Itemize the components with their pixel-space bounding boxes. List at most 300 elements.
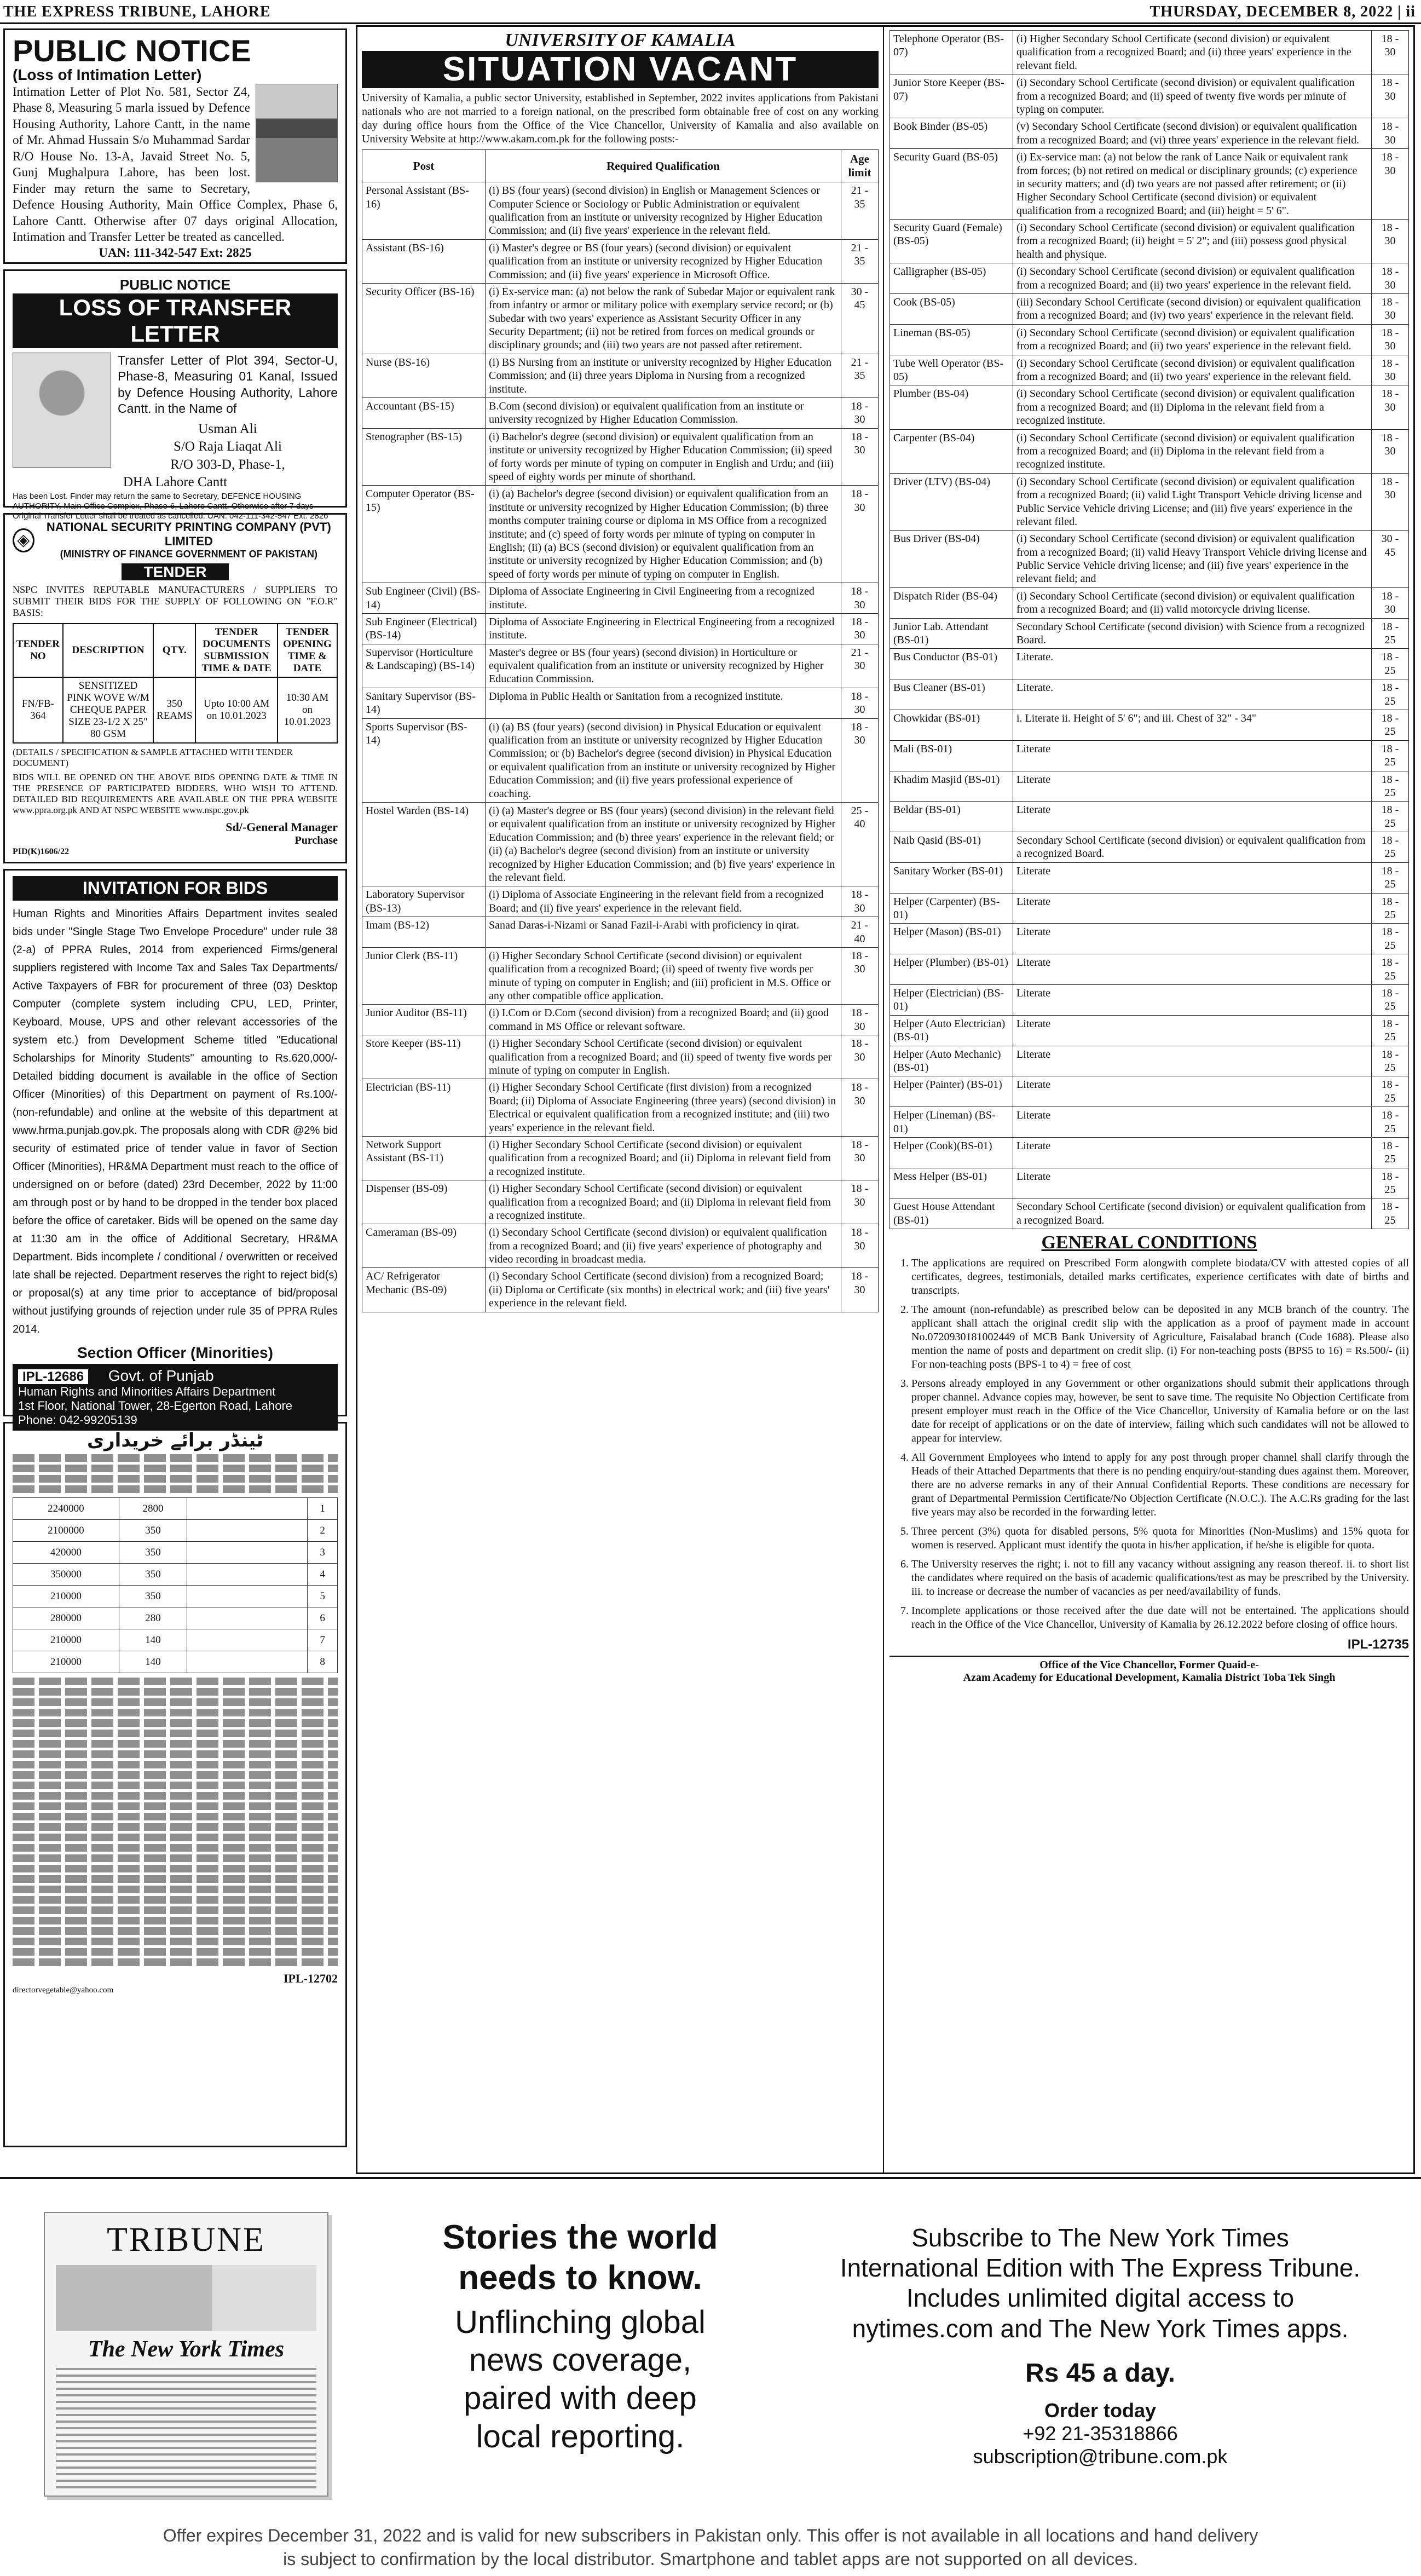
- table-row: [362, 1079, 879, 1137]
- post-cell: Tube Well Operator (BS-05): [890, 355, 1013, 385]
- name-line: DHA Lahore Cantt: [123, 475, 228, 490]
- table-row: [890, 1046, 1409, 1076]
- post-cell: Bus Cleaner (BS-01): [890, 679, 1013, 710]
- qualification-cell: (i) Higher Secondary School Certificate (first division) from a recognized Board; (ii) Diploma of Associate Engineering (three years) (second division) in Electrical or equivalent qualification from a recognized institute; and (iii) two years' experience in the relevant field.: [486, 1079, 841, 1137]
- urdu-qty: 350: [119, 1586, 187, 1607]
- promo-phone[interactable]: +92 21-35318866: [1023, 2422, 1178, 2445]
- urdu-qty: 350: [119, 1520, 187, 1542]
- table-row: [362, 802, 879, 886]
- nsp-sign: Sd/-General Manager: [226, 820, 338, 834]
- uok-col-left: [357, 27, 884, 2172]
- post-cell: Sub Engineer (Civil) (BS-14): [362, 583, 486, 614]
- urdu-qty: 280: [119, 1607, 187, 1629]
- urdu-tender: [3, 1422, 347, 2147]
- uok-ad: [356, 25, 1415, 2174]
- post-cell: Helper (Cook)(BS-01): [890, 1137, 1013, 1168]
- age-cell: 18 - 25: [1372, 924, 1409, 954]
- notice2-kicker: PUBLIC NOTICE: [119, 276, 231, 293]
- table-row: [362, 613, 879, 644]
- urdu-item: [187, 1498, 308, 1520]
- table-row: [890, 893, 1409, 924]
- bids-address: 1st Floor, National Tower, 28-Egerton Road, Lahore: [18, 1399, 293, 1413]
- post-cell: Dispenser (BS-09): [362, 1180, 486, 1224]
- post-cell: Bus Driver (BS-04): [890, 531, 1013, 588]
- table-row: [13, 1629, 338, 1651]
- urdu-email: directorvegetable@yahoo.com: [13, 1986, 114, 1995]
- qualification-cell: Literate: [1013, 862, 1372, 893]
- notice-subtitle: (Loss of Intimation Letter): [13, 66, 202, 83]
- table-row: [362, 947, 879, 1005]
- urdu-qty: 2800: [119, 1498, 187, 1520]
- qualification-cell: (i) Higher Secondary School Certificate (second division) or equivalent qualification from a recognized Board; and (ii) Diploma in relevant field from a recognized institute.: [486, 1136, 841, 1180]
- age-cell: 21 - 40: [841, 917, 879, 948]
- urdu-amount: 420000: [13, 1542, 119, 1564]
- nsp-tender: [3, 513, 347, 863]
- mock-masthead-tribune: TRIBUNE: [107, 2221, 265, 2258]
- qualification-cell: Literate: [1013, 985, 1372, 1016]
- promo-offer-block: [810, 2223, 1390, 2468]
- age-cell: 18 - 25: [1372, 1198, 1409, 1229]
- age-cell: 18 - 25: [1372, 679, 1409, 710]
- qualification-cell: (i) Higher Secondary School Certificate (second division) or equivalent qualification from a recognized Board; and (ii) Diploma in relevant field from a recognized institute.: [486, 1180, 841, 1224]
- post-cell: Bus Conductor (BS-01): [890, 649, 1013, 679]
- post-cell: Beldar (BS-01): [890, 802, 1013, 832]
- post-cell: Electrician (BS-11): [362, 1079, 486, 1137]
- age-cell: 18 - 30: [1372, 294, 1409, 325]
- urdu-amount: 210000: [13, 1629, 119, 1651]
- condition-item: 4. All Government Employees who intend to apply for any post through proper channel shall clarify through the Heads of their Attached Departments that there is no pending enquiry/out-standing dues against them. Moreover, there are no adverse remarks in any of their Annual Confidential Reports. These conditions are necessary for grant of Departmental Permission Certificate/No Objection Certificate (N.O.C.). The A.C.Rs grading for the last five years may also be recorded in the forwarding letter.: [911, 1451, 1409, 1519]
- table-row: [13, 1586, 338, 1607]
- age-cell: 18 - 30: [841, 718, 879, 802]
- post-cell: Imam (BS-12): [362, 917, 486, 948]
- post-cell: Nurse (BS-16): [362, 354, 486, 397]
- age-cell: 18 - 30: [1372, 473, 1409, 531]
- post-cell: Helper (Auto Electrician)(BS-01): [890, 1015, 1013, 1046]
- table-row: [13, 1564, 338, 1586]
- urdu-item: [187, 1607, 308, 1629]
- table-row: [362, 283, 879, 354]
- post-cell: Hostel Warden (BS-14): [362, 802, 486, 886]
- bids-dept: Human Rights and Minorities Affairs Department: [18, 1385, 276, 1398]
- age-cell: 18 - 25: [1372, 802, 1409, 832]
- urdu-table: [13, 1497, 338, 1673]
- notice-title: PUBLIC NOTICE: [13, 33, 251, 68]
- qualification-cell: (i) Secondary School Certificate (second division) or equivalent qualification from a recognized Board; and (ii) Diploma in the relevant field from a recognized institute.: [1013, 429, 1372, 473]
- table-row: [890, 771, 1409, 802]
- age-cell: 18 - 25: [1372, 740, 1409, 771]
- age-cell: 18 - 25: [1372, 1107, 1409, 1138]
- left-column: [0, 25, 350, 2174]
- table-row: [890, 149, 1409, 220]
- qualification-cell: (i) Bachelor's degree (second division) or equivalent qualification from an institute or university recognized by Higher Education Commission; (ii) speed of forty words per minute of typing on computer in English and Urdu; and (iii) speed of eighty words per minute of shorthand.: [486, 428, 841, 486]
- qualification-cell: (i) Secondary School Certificate (second division) or equivalent qualification from a recognized Board; and (ii) speed of twenty five words per minute of typing on computer.: [1013, 74, 1372, 118]
- table-row: [362, 644, 879, 688]
- promo-email[interactable]: subscription@tribune.com.pk: [973, 2445, 1228, 2468]
- post-cell: Junior Clerk (BS-11): [362, 947, 486, 1005]
- qualification-cell: Literate: [1013, 802, 1372, 832]
- portrait-photo: [13, 353, 111, 468]
- post-cell: Naib Qasid (BS-01): [890, 832, 1013, 863]
- age-cell: 18 - 25: [1372, 893, 1409, 924]
- qualification-cell: (i) (a) Master's degree or BS (four years) (second division) in the relevant field or equivalent qualification from an institute or university recognized by Higher Education Commission; and (b) three years' experience in the relevant field; or (ii) (a) Bachelor's degree (second division) from an institute or university recognized by Higher Education Commission; and (b) five years' experience in the relevant field.: [486, 802, 841, 886]
- paper-name: THE EXPRESS TRIBUNE, LAHORE: [3, 3, 271, 20]
- age-cell: 18 - 30: [1372, 385, 1409, 429]
- post-cell: Laboratory Supervisor (BS-13): [362, 886, 486, 917]
- promo-order: Order today: [1044, 2399, 1157, 2422]
- post-cell: Helper (Painter) (BS-01): [890, 1076, 1013, 1107]
- qualification-cell: (i) Secondary School Certificate (second division) or equivalent qualification from a recognized Board; and (ii) two years' experience in the relevant field.: [1013, 263, 1372, 294]
- bids-ipl: IPL-12686: [18, 1369, 88, 1384]
- table-row: [362, 1136, 879, 1180]
- post-cell: Guest House Attendant (BS-01): [890, 1198, 1013, 1229]
- qualification-cell: Secondary School Certificate (second division) or equivalent qualification from a recognized Board.: [1013, 832, 1372, 863]
- promo-s4: local reporting.: [476, 2418, 685, 2454]
- cell-description: SENSITIZED PINK WOVE W/M CHEQUE PAPER SIZE 23-1/2 X 25" 80 GSM: [63, 677, 154, 743]
- nsp-pid: PID(K)1606/22: [13, 847, 70, 856]
- gc-title: GENERAL CONDITIONS: [1041, 1232, 1257, 1253]
- post-cell: Lineman (BS-05): [890, 324, 1013, 355]
- table-row: [362, 398, 879, 429]
- table-row: [890, 118, 1409, 149]
- table-row: [890, 1168, 1409, 1198]
- promo-r2: International Edition with The Express Tribune.: [840, 2254, 1361, 2283]
- age-cell: 18 - 30: [1372, 429, 1409, 473]
- qualification-cell: Literate: [1013, 1046, 1372, 1076]
- age-cell: 18 - 25: [1372, 771, 1409, 802]
- urdu-serial: 6: [308, 1607, 338, 1629]
- urdu-ipl: IPL-12702: [284, 1972, 338, 1985]
- promo-headline-block: [383, 2217, 777, 2456]
- newspaper-mockup: [44, 2212, 328, 2497]
- post-cell: Calligrapher (BS-05): [890, 263, 1013, 294]
- invitation-for-bids: [3, 869, 347, 1427]
- qualification-cell: Secondary School Certificate (second division) with Science from a recognized Board.: [1013, 618, 1372, 649]
- post-cell: Sanitary Supervisor (BS-14): [362, 688, 486, 718]
- post-cell: Mess Helper (BS-01): [890, 1168, 1013, 1198]
- table-row: [362, 239, 879, 283]
- uok-university: UNIVERSITY OF KAMALIA: [505, 30, 736, 50]
- issue-date: THURSDAY, DECEMBER 8, 2022 | ii: [1149, 3, 1416, 20]
- post-cell: Junior Store Keeper (BS-07): [890, 74, 1013, 118]
- qualification-cell: (i) Secondary School Certificate (second division) or equivalent qualification from a recognized Board; and (ii) five years' experience of photography and video recording in broadcast media.: [486, 1224, 841, 1268]
- nsp-ministry: (MINISTRY OF FINANCE GOVERNMENT OF PAKISTAN): [60, 549, 318, 560]
- table-row: [362, 1005, 879, 1035]
- table-row: [890, 862, 1409, 893]
- qualification-cell: (i) Secondary School Certificate (second division) or equivalent qualification from a recognized Board; and (ii) two years' experience in the relevant field.: [1013, 324, 1372, 355]
- post-cell: Carpenter (BS-04): [890, 429, 1013, 473]
- qualification-cell: (i) Secondary School Certificate (second division) or equivalent qualification from a recognized Board; and (ii) Diploma in the relevant field from a recognized institute.: [1013, 385, 1372, 429]
- table-row: [13, 1607, 338, 1629]
- notice-uan: UAN: 111-342-547 Ext: 2825: [99, 246, 252, 260]
- qualification-cell: (iii) Secondary School Certificate (second division) or equivalent qualification from a recognized Board; and (iv) two years' experience in the relevant field.: [1013, 294, 1372, 325]
- age-cell: 21 - 35: [841, 239, 879, 283]
- urdu-serial: 3: [308, 1542, 338, 1564]
- notice2-title: LOSS OF TRANSFER LETTER: [13, 293, 338, 348]
- post-cell: Stenographer (BS-15): [362, 428, 486, 486]
- post-cell: Helper (Electrician) (BS-01): [890, 985, 1013, 1016]
- table-row: [362, 1035, 879, 1079]
- post-cell: Driver (LTV) (BS-04): [890, 473, 1013, 531]
- table-row: [890, 1015, 1409, 1046]
- qualification-cell: (i) Secondary School Certificate (second division) or equivalent qualification from a recognized Board; (ii) height = 5' 2"; and (iii) possess good physical health and physique.: [1013, 220, 1372, 263]
- table-row: [890, 429, 1409, 473]
- age-cell: 18 - 25: [1372, 1046, 1409, 1076]
- promo-fineprint: [0, 2524, 1421, 2571]
- urdu-qty: 350: [119, 1564, 187, 1586]
- age-cell: 18 - 30: [1372, 220, 1409, 263]
- qualification-cell: Literate.: [1013, 679, 1372, 710]
- table-row: [890, 294, 1409, 325]
- table-row: [890, 679, 1409, 710]
- col-tender-no: TENDER NO: [13, 624, 63, 677]
- table-header-row: [13, 624, 337, 677]
- urdu-amount: 2100000: [13, 1520, 119, 1542]
- table-row: [890, 263, 1409, 294]
- table-row: [890, 802, 1409, 832]
- qualification-cell: Master's degree or BS (four years) (second division) in Horticulture or equivalent qualification from an institute or university recognized by Higher Education Commission.: [486, 644, 841, 688]
- bids-contact-block: [13, 1364, 338, 1431]
- urdu-item: [187, 1520, 308, 1542]
- qualification-cell: Secondary School Certificate (second division) or equivalent qualification from a recognized Board.: [1013, 1198, 1372, 1229]
- uok-footer-2: Azam Academy for Educational Development, Kamalia District Toba Tek Singh: [963, 1672, 1336, 1684]
- table-row: [890, 587, 1409, 618]
- urdu-item: [187, 1542, 308, 1564]
- col-description: DESCRIPTION: [63, 624, 154, 677]
- age-cell: 21 - 35: [841, 354, 879, 397]
- table-row: [362, 428, 879, 486]
- urdu-title: ٹینڈر برائے خریداری: [86, 1430, 264, 1451]
- qualification-cell: Diploma of Associate Engineering in Civil Engineering from a recognized institute.: [486, 583, 841, 614]
- qualification-cell: Literate: [1013, 771, 1372, 802]
- qualification-cell: Literate.: [1013, 649, 1372, 679]
- table-row: [890, 74, 1409, 118]
- age-cell: 18 - 25: [1372, 1168, 1409, 1198]
- notice-loss-transfer: [3, 269, 347, 521]
- fineprint-line: is subject to confirmation by the local distributor. Smartphone and tablet apps are not supported on all devices.: [283, 2549, 1138, 2569]
- post-cell: Khadim Masjid (BS-01): [890, 771, 1013, 802]
- post-cell: Helper (Lineman) (BS-01): [890, 1107, 1013, 1138]
- col-opening: TENDER OPENING TIME & DATE: [278, 624, 337, 677]
- qualification-cell: (i) I.Com or D.Com (second division) from a recognized Board; and (ii) good command in MS Office or relevant software.: [486, 1005, 841, 1035]
- age-cell: 18 - 25: [1372, 649, 1409, 679]
- age-cell: 18 - 30: [841, 1224, 879, 1268]
- urdu-item: [187, 1629, 308, 1651]
- age-cell: 18 - 30: [841, 1035, 879, 1079]
- name-line: R/O 303-D, Phase-1,: [170, 457, 285, 472]
- cell-tender-no: FN/FB-364: [13, 677, 63, 743]
- nsp-sign-dept: Purchase: [294, 834, 338, 846]
- age-cell: 18 - 30: [841, 1136, 879, 1180]
- table-row: [13, 1542, 338, 1564]
- age-cell: 18 - 30: [841, 1005, 879, 1035]
- qualification-cell: B.Com (second division) or equivalent qualification from an institute or university recognized by Higher Education Commission.: [486, 398, 841, 429]
- post-cell: Junior Lab. Attendant (BS-01): [890, 618, 1013, 649]
- qualification-cell: (i) Master's degree or BS (four years) (second division) or equivalent qualification from an institute or university recognized by Higher Education Commission; and (ii) five years' experience in Microsoft Office.: [486, 239, 841, 283]
- table-row: [890, 649, 1409, 679]
- nspc-logo-icon: ◈: [13, 528, 34, 552]
- table-row: [362, 354, 879, 397]
- post-cell: Network Support Assistant (BS-11): [362, 1136, 486, 1180]
- table-row: [13, 1498, 338, 1520]
- qualification-cell: (i) Ex-service man: (a) not below the rank of Lance Naik or equivalent rank from forces; (b) not retired on medical or disciplinary grounds; (c) experience in security matters; and (d) two years are not passed after retirement; or (ii) Higher Secondary School Certificate (second division) or equivalent qualification from a recognized Board; and (iii) height = 5' 6".: [1013, 149, 1372, 220]
- uok-footer-1: Office of the Vice Chancellor, Former Quaid-e-: [889, 1656, 1409, 1672]
- notice-body: Intimation Letter of Plot No. 581, Sector Z4, Phase 8, Measuring 5 marla issued by Defence Housing Authority, Lahore Cantt, in the name of Mr. Ahmad Hussain S/o Muhammad Sardar R/O House No. 13-A, Javaid Street No. 5, Gunj Mughalpura Lahore, has been lost. Finder may return the same to Secretary, Defence Housing Authority, Main Office Complex, Phase 6, Lahore Cantt. Otherwise after 07 days original Allocation, Intimation and Transfer Letter be treated as cancelled.: [13, 85, 338, 244]
- post-cell: Sanitary Worker (BS-01): [890, 862, 1013, 893]
- name-line: S/O Raja Liaqat Ali: [174, 439, 282, 454]
- tender-label: TENDER: [122, 563, 228, 580]
- table-row: [890, 220, 1409, 263]
- qualification-cell: (i) Higher Secondary School Certificate (second division) or equivalent qualification from a recognized Board; (ii) speed of twenty five words per minute of typing on computer in English; and (iii) proficient in M.S. Office or any other compatible office application.: [486, 947, 841, 1005]
- col-age: Age limit: [841, 150, 879, 182]
- cell-qty: 350 REAMS: [153, 677, 195, 743]
- table-row: [362, 583, 879, 614]
- promo-price: Rs 45 a day.: [1025, 2358, 1175, 2388]
- page-header: [0, 0, 1421, 24]
- table-row: [890, 832, 1409, 863]
- age-cell: 18 - 25: [1372, 618, 1409, 649]
- post-cell: Cook (BS-05): [890, 294, 1013, 325]
- table-row: [890, 618, 1409, 649]
- table-row: [890, 324, 1409, 355]
- cell-submission: Upto 10:00 AM on 10.01.2023: [195, 677, 278, 743]
- age-cell: 18 - 30: [841, 688, 879, 718]
- table-row: [890, 531, 1409, 588]
- promo-h1: Stories the world: [442, 2218, 718, 2256]
- mock-masthead-nyt: The New York Times: [88, 2337, 285, 2362]
- urdu-serial: 5: [308, 1586, 338, 1607]
- qualification-cell: i. Literate ii. Height of 5' 6"; and iii. Chest of 32" - 34": [1013, 710, 1372, 740]
- table-row: [362, 1180, 879, 1224]
- name-line: Usman Ali: [198, 421, 257, 436]
- gc-list: [889, 1257, 1409, 1632]
- post-cell: Assistant (BS-16): [362, 239, 486, 283]
- age-cell: 18 - 30: [1372, 324, 1409, 355]
- age-cell: 18 - 30: [841, 486, 879, 583]
- post-cell: Helper (Auto Mechanic)(BS-01): [890, 1046, 1013, 1076]
- nsp-intro: NSPC INVITES REPUTABLE MANUFACTURERS / SUPPLIERS TO SUBMIT THEIR BIDS FOR THE SUPPLY OF FOLLOWING ON "F.O.R" BASIS:: [13, 584, 338, 618]
- urdu-serial: 7: [308, 1629, 338, 1651]
- age-cell: 18 - 30: [1372, 149, 1409, 220]
- condition-item: 5. Three percent (3%) quota for disabled persons, 5% quota for Minorities (Non-Muslims) and 15% quota for women is reserved. Applicant must identify the quota in his/her application, if he/she is eligible for quota.: [911, 1525, 1409, 1552]
- post-cell: Telephone Operator (BS-07): [890, 31, 1013, 74]
- table-header-row: [362, 150, 879, 182]
- qualification-cell: (i) Secondary School Certificate (second division) from a recognized Board; (ii) Diploma or Certificate (six months) in electrical work; and (iii) five years' experience in the relevant field.: [486, 1268, 841, 1312]
- table-row: [890, 1076, 1409, 1107]
- qualification-cell: Diploma in Public Health or Sanitation from a recognized institute.: [486, 688, 841, 718]
- notice-loss-intimation: [3, 28, 347, 264]
- age-cell: 18 - 30: [1372, 74, 1409, 118]
- age-cell: 18 - 30: [841, 613, 879, 644]
- post-cell: Helper (Carpenter) (BS-01): [890, 893, 1013, 924]
- qualification-cell: (i) Higher Secondary School Certificate (second division) or equivalent qualification from a recognized Board; and (ii) three years' experience in the relevant field.: [1013, 31, 1372, 74]
- post-cell: Security Guard (BS-05): [890, 149, 1013, 220]
- qualification-cell: Literate: [1013, 1107, 1372, 1138]
- urdu-serial: 4: [308, 1564, 338, 1586]
- urdu-serial: 1: [308, 1498, 338, 1520]
- table-row: [362, 1224, 879, 1268]
- qualification-cell: (i) Secondary School Certificate (second division) or equivalent qualification from a recognized Board; and (ii) valid motorcycle driving license.: [1013, 587, 1372, 618]
- fineprint-line: Offer expires December 31, 2022 and is valid for new subscribers in Pakistan only. This offer is not available in all locations and hand delivery: [163, 2526, 1258, 2545]
- table-row: [890, 1198, 1409, 1229]
- nyt-promo: [0, 2177, 1421, 2576]
- table-row: [890, 924, 1409, 954]
- age-cell: 18 - 25: [1372, 710, 1409, 740]
- qualification-cell: Sanad Daras-i-Nizami or Sanad Fazil-i-Arabi with proficiency in qirat.: [486, 917, 841, 948]
- age-cell: 30 - 45: [841, 283, 879, 354]
- post-cell: Helper (Plumber) (BS-01): [890, 954, 1013, 985]
- table-row: [890, 355, 1409, 385]
- table-row: [362, 1268, 879, 1312]
- urdu-item: [187, 1586, 308, 1607]
- post-cell: Sub Engineer (Electrical) (BS-14): [362, 613, 486, 644]
- qualification-cell: (i) Diploma of Associate Engineering in the relevant field from a recognized Board; and (ii) five years' experience in the relevant field.: [486, 886, 841, 917]
- bids-title: INVITATION FOR BIDS: [13, 876, 338, 901]
- table-row: [890, 473, 1409, 531]
- table-row: [362, 486, 879, 583]
- qualification-cell: Literate: [1013, 1137, 1372, 1168]
- age-cell: 18 - 30: [841, 1180, 879, 1224]
- tender-table: [13, 623, 338, 744]
- post-cell: Cameraman (BS-09): [362, 1224, 486, 1268]
- age-cell: 18 - 30: [1372, 31, 1409, 74]
- table-row: [362, 917, 879, 948]
- urdu-amount: 210000: [13, 1651, 119, 1673]
- nsp-bids-note: BIDS WILL BE OPENED ON THE ABOVE BIDS OPENING DATE & TIME IN THE PRESENCE OF PARTICIPATED BIDDERS, WHO WISH TO ATTEND. DETAILED BID REQUIREMENTS ARE AVAILABLE ON THE PPRA WEBSITE www.ppra.org.pk AND AT NSPC WEBSITE www.nspc.gov.pk: [13, 772, 338, 815]
- urdu-serial: 8: [308, 1651, 338, 1673]
- post-cell: Junior Auditor (BS-11): [362, 1005, 486, 1035]
- cell-opening: 10:30 AM on 10.01.2023: [278, 677, 337, 743]
- qualification-cell: Literate: [1013, 1076, 1372, 1107]
- age-cell: 18 - 25: [1372, 832, 1409, 863]
- qualification-cell: (i) Secondary School Certificate (second division) or equivalent qualification from a recognized Board; (ii) valid Heavy Transport Vehicle driving license and Public Service Vehicle driving license; and (iii) five years' experience in the relevant field; and: [1013, 531, 1372, 588]
- post-cell: Plumber (BS-04): [890, 385, 1013, 429]
- table-row: [890, 1107, 1409, 1138]
- table-row: [890, 740, 1409, 771]
- condition-item: 6. The University reserves the right; i. not to fill any vacancy without assigning any reason thereof. ii. to short list the candidates where required on the basis of academic qualifications/test as may be prescribed by the University. iii. to increase or decrease the number of vacancies as per need/availability of funds.: [911, 1558, 1409, 1599]
- qualification-cell: Literate: [1013, 954, 1372, 985]
- post-cell: Mali (BS-01): [890, 740, 1013, 771]
- post-cell: Chowkidar (BS-01): [890, 710, 1013, 740]
- age-cell: 21 - 35: [841, 182, 879, 240]
- uok-title: SITUATION VACANT: [362, 51, 879, 88]
- bids-body: Human Rights and Minorities Affairs Department invites sealed bids under "Single Stage Two Envelope Procedure" under rule 38 (2-a) of PPRA Rules, 2014 from experienced Firms/general suppliers registered with Income Tax and Sales Tax Departments/ Active Taxpayers of FBR for procurement of three (03) Desktop Computer (complete system including CPU, LED, Printer, Keyboard, Mouse, UPS and other relevant accessories of the system etc.) from Development Scheme titled "Educational Scholarships for Minority Students" amounting to Rs.620,000/- Detailed bidding document is available in the office of Section Officer (Minorities) of this Department on payment of Rs.100/- (non-refundable) and online at the website of this department at www.hrma.punjab.gov.pk. The proposals along with CDR @2% bid security of estimated price of tender value in favor of Section Officer (Minorities), HR&MA Department must reach to the office of undersigned on or before (dated) 23rd December, 2022 by 11:00 am through post or by hand to be dropped in the tender box placed before the office of caretaker. Bids will be opened on the same day at 11:30 am in the office of Additional Secretary, HR&MA Department. Bids incomplete / conditional / overwritten or received late shall be rejected. Department reserves the right to reject bid(s) or proposal(s) at any time prior to acceptance of bid/proposal without justifying grounds of rejection under rule 35 of PPRA Rules 2014.: [13, 908, 338, 1335]
- age-cell: 18 - 25: [1372, 1137, 1409, 1168]
- qualification-cell: (i) (a) BS (four years) (second division) in Physical Education or equivalent qualification from an institute or university recognized by Higher Education Commission; or (b) Bachelor's degree (second division) in Physical Education or equivalent qualification from an institute or university recognized by Higher Education Commission; and (ii) five years professional experience of coaching.: [486, 718, 841, 802]
- condition-item: 1. The applications are required on Prescribed Form alongwith complete biodata/CV with attested copies of all certificates, degrees, testimonials, detailed marks certificates, experience certificates with date of births and transcripts.: [911, 1257, 1409, 1298]
- urdu-conditions: [13, 1678, 338, 1966]
- qualification-cell: (i) Higher Secondary School Certificate (second division) or equivalent qualification from a recognized Board; and (ii) speed of twenty five words per minute of typing on computer in English.: [486, 1035, 841, 1079]
- qualification-cell: (i) (a) Bachelor's degree (second division) or equivalent qualification from an institute or university recognized by Higher Education Commission; (b) three months computer training course or diploma in MS Office from a recognized institute; and (c) speed of forty words per minute of typing on computer in English; (ii) (a) BCS (second division) or equivalent qualification from an institute or university recognized by Higher Education Commission; and (b) speed of forty words per minute of typing on computer in English.: [486, 486, 841, 583]
- uok-table-1: [362, 149, 879, 1312]
- promo-h2: needs to know.: [458, 2259, 702, 2297]
- post-cell: Book Binder (BS-05): [890, 118, 1013, 149]
- table-row: [890, 1137, 1409, 1168]
- portrait-photo: [256, 84, 338, 182]
- table-row: [890, 985, 1409, 1016]
- nsp-details: (DETAILS / SPECIFICATION & SAMPLE ATTACHED WITH TENDER DOCUMENT): [13, 747, 293, 768]
- qualification-cell: Literate: [1013, 924, 1372, 954]
- post-cell: Personal Assistant (BS-16): [362, 182, 486, 240]
- urdu-amount: 350000: [13, 1564, 119, 1586]
- urdu-item: [187, 1651, 308, 1673]
- table-row: [13, 677, 337, 743]
- col-post: Post: [362, 150, 486, 182]
- bids-phone: Phone: 042-99205139: [18, 1413, 137, 1427]
- notice2-footnote: Has been Lost. Finder may return the same to Secretary, DEFENCE HOUSING AUTHORITY, Main Office Complex, Phase-6, Lahore Cantt. Otherwise after 7 days Original Transfer Letter shall be treated as cancelled. UAN: 042-111-342-547 Ext: 2826: [13, 491, 328, 521]
- col-qty: QTY.: [153, 624, 195, 677]
- qualification-cell: Literate: [1013, 1168, 1372, 1198]
- promo-r3: Includes unlimited digital access to: [906, 2284, 1295, 2313]
